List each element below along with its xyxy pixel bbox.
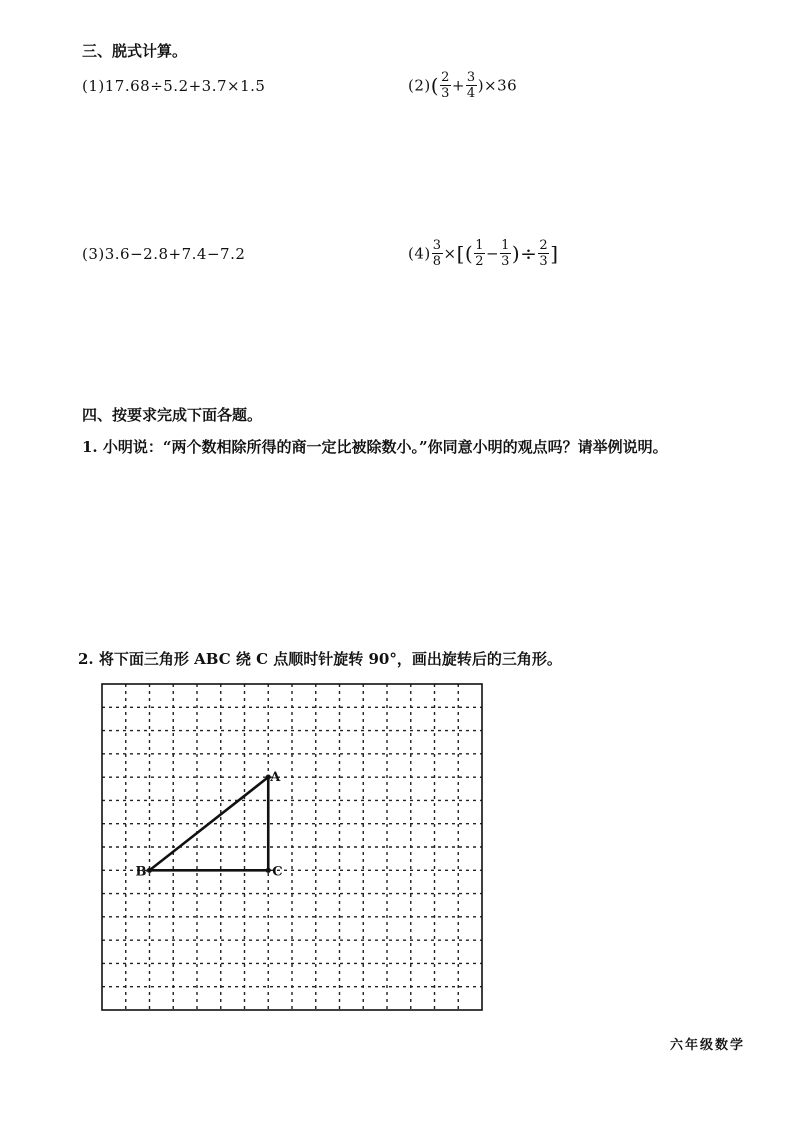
times-sign: × bbox=[443, 244, 457, 263]
problem-4 bbox=[408, 238, 559, 269]
section4-heading: 四、按要求完成下面各题。 bbox=[82, 406, 263, 424]
problem-1-label: (1) bbox=[82, 77, 105, 95]
fraction-2-3 bbox=[538, 238, 549, 269]
question-2: 2. 将下面三角形 ABC 绕 C 点顺时针旋转 90°，画出旋转后的三角形。 bbox=[78, 650, 562, 668]
fraction-denominator: 2 bbox=[475, 254, 484, 269]
fraction-denominator: 4 bbox=[466, 86, 476, 101]
triangle-abc bbox=[136, 770, 283, 879]
bracket-close: ] bbox=[550, 241, 559, 266]
vertex-a-label: A bbox=[270, 770, 281, 786]
fraction-3-4 bbox=[466, 70, 477, 101]
vertex-b-dot bbox=[147, 868, 152, 873]
problem-3-label: (3) bbox=[82, 245, 105, 263]
bracket-open: [( bbox=[456, 241, 474, 266]
footer-label: 六年级数学 bbox=[670, 1038, 746, 1053]
question-1: 1. 小明说：“两个数相除所得的商一定比被除数小。”你同意小明的观点吗？请举例说明。 bbox=[82, 438, 668, 456]
fraction-numerator: 1 bbox=[501, 238, 510, 253]
problem-3-expression: 3.6−2.8+7.4−7.2 bbox=[104, 245, 246, 263]
fraction-denominator: 8 bbox=[432, 254, 442, 269]
section3-heading: 三、脱式计算。 bbox=[82, 42, 188, 60]
plus-sign: + bbox=[451, 76, 465, 95]
problem-1-expression: 17.68÷5.2+3.7×1.5 bbox=[104, 77, 266, 95]
fraction-3-8 bbox=[432, 238, 443, 269]
fraction-1-3 bbox=[500, 238, 511, 269]
vertex-c-label: C bbox=[272, 864, 283, 880]
fraction-numerator: 3 bbox=[432, 238, 442, 253]
problem-3 bbox=[82, 245, 245, 263]
fraction-denominator: 3 bbox=[441, 86, 450, 101]
fraction-denominator: 3 bbox=[539, 254, 549, 269]
vertex-c-dot bbox=[266, 868, 271, 873]
problem-2 bbox=[408, 70, 517, 101]
problem-4-label: (4) bbox=[408, 244, 431, 263]
fraction-numerator: 2 bbox=[539, 238, 549, 253]
fraction-1-2 bbox=[474, 238, 485, 269]
minus-sign: − bbox=[486, 244, 500, 263]
problem-2-label: (2) bbox=[408, 76, 431, 95]
fraction-numerator: 3 bbox=[466, 70, 476, 85]
fraction-numerator: 2 bbox=[441, 70, 450, 85]
problem-2-tail: )×36 bbox=[477, 76, 518, 95]
vertex-b-label: B bbox=[135, 864, 147, 880]
grid-lines bbox=[102, 684, 482, 1010]
fraction-denominator: 3 bbox=[501, 254, 510, 269]
fraction-2-3 bbox=[440, 70, 451, 101]
paren-close-divide: )÷ bbox=[511, 241, 538, 266]
dotted-grid[interactable] bbox=[96, 678, 488, 1014]
fraction-numerator: 1 bbox=[475, 238, 484, 253]
problem-2-open-paren: ( bbox=[430, 73, 440, 98]
problem-1 bbox=[82, 77, 265, 95]
